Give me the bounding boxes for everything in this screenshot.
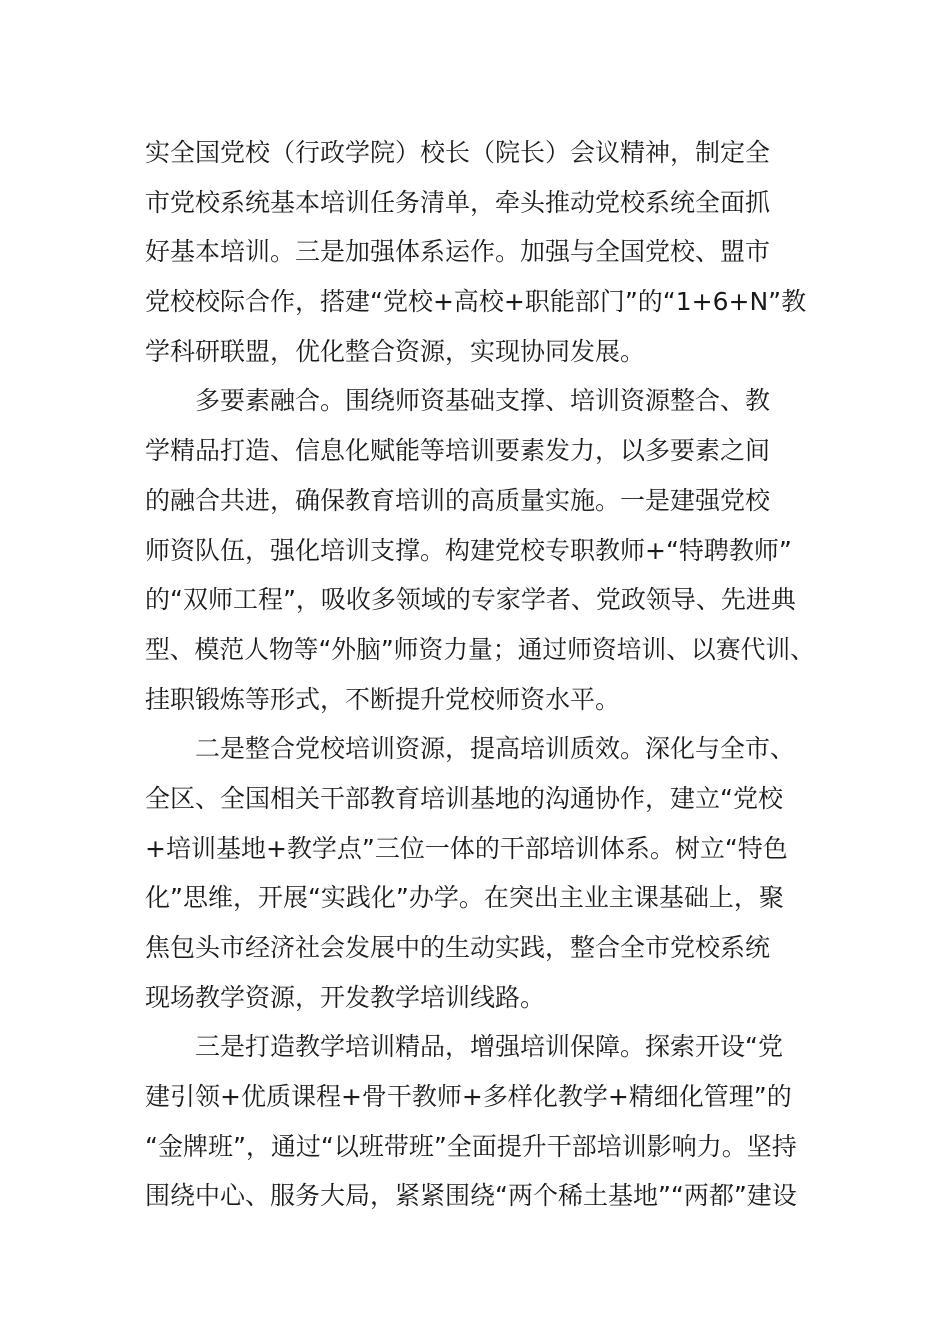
text-line: 多要素融合。围绕师资基础支撑、培训资源整合、教: [145, 386, 771, 416]
text-line: “金牌班”，通过“以班带班”全面提升干部培训影响力。坚持: [145, 1131, 797, 1161]
text-line: 的融合共进，确保教育培训的高质量实施。一是建强党校: [145, 485, 771, 515]
text-line: 学精品打造、信息化赋能等培训要素发力，以多要素之间: [145, 436, 771, 466]
text-line: 二是整合党校培训资源，提高培训质效。深化与全市、: [145, 734, 796, 764]
text-line: 三是打造教学培训精品，增强培训保障。探索开设“党: [145, 1032, 783, 1062]
text-line: 的“双师工程”，吸收多领域的专家学者、党政领导、先进典: [145, 585, 796, 615]
text-line: 围绕中心、服务大局，紧紧围绕“两个稀土基地”“两都”建设: [145, 1181, 797, 1211]
text-line: 全区、全国相关干部教育培训基地的沟通协作，建立“党校: [145, 783, 783, 813]
paragraph-4: [145, 1022, 815, 1221]
document-body: [145, 128, 815, 1221]
text-line: 挂职锻炼等形式，不断提升党校师资水平。: [145, 684, 621, 714]
text-line: 实全国党校（行政学院）校长（院长）会议精神，制定全: [145, 138, 771, 167]
paragraph-1: [145, 128, 815, 376]
paragraph-2: [145, 376, 815, 724]
text-line: 市党校系统基本培训任务清单，牵头推动党校系统全面抓: [145, 187, 771, 217]
text-line: 型、模范人物等“外脑”师资力量；通过师资培训、以赛代训、: [145, 634, 815, 664]
text-line: 现场教学资源，开发教学培训线路。: [145, 982, 546, 1012]
text-line: 学科研联盟，优化整合资源，实现协同发展。: [145, 336, 646, 366]
text-line: +培训基地+教学点”三位一体的干部培训体系。树立“特色: [145, 833, 788, 863]
text-line: 建引领+优质课程+骨干教师+多样化教学+精细化管理”的: [145, 1082, 792, 1112]
text-line: 师资队伍，强化培训支撑。构建党校专职教师+“特聘教师”: [145, 535, 792, 565]
text-line: 好基本培训。三是加强体系运作。加强与全国党校、盟市: [145, 237, 771, 267]
text-line: 党校校际合作，搭建“党校+高校+职能部门”的“1+6+N”教: [145, 287, 807, 317]
paragraph-3: [145, 724, 815, 1022]
text-line: 化”思维，开展“实践化”办学。在突出主业主课基础上，聚: [145, 883, 784, 913]
text-line: 焦包头市经济社会发展中的生动实践，整合全市党校系统: [145, 933, 771, 962]
